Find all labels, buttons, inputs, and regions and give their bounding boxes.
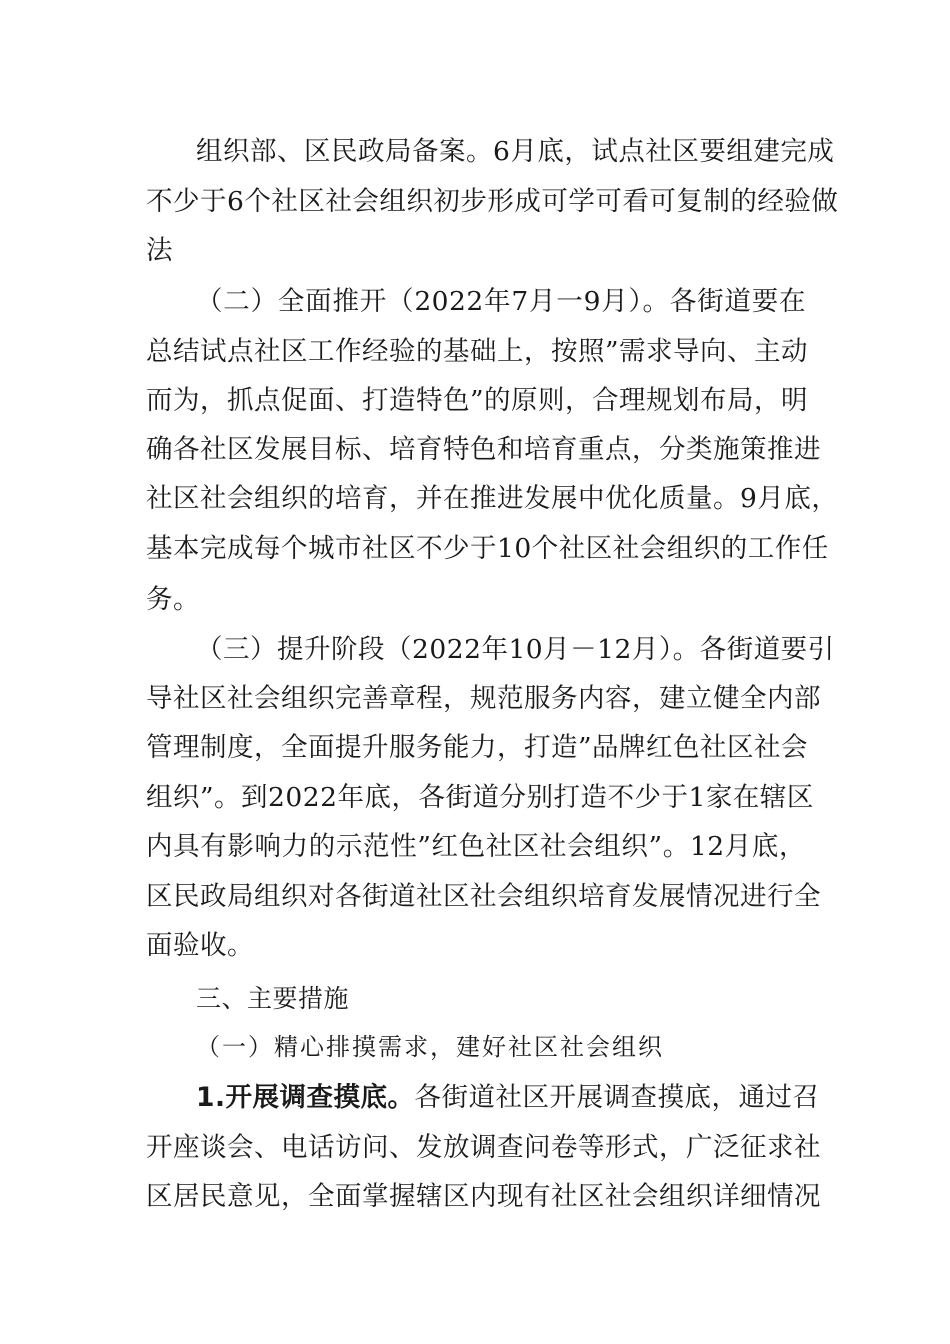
section-heading: 三、主要措施 xyxy=(196,984,350,1013)
paragraph-line: 开座谈会、电话访问、发放调查问卷等形式，广泛征求社 xyxy=(146,1132,821,1163)
paragraph-line: 务。 xyxy=(146,584,200,615)
paragraph-line: 基本完成每个城市社区不少于10个社区社会组织的工作任 xyxy=(146,533,829,564)
item-lead-text: 各街道社区开展调查摸底，通过召 xyxy=(414,1082,820,1113)
paragraph-line: 法 xyxy=(146,235,173,266)
paragraph-line: 组织部、区民政局备案。6月底，试点社区要组建完成 xyxy=(196,136,835,167)
paragraph-line: 总结试点社区工作经验的基础上，按照”需求导向、主动 xyxy=(146,336,809,367)
paragraph-line: 而为，抓点促面、打造特色”的原则，合理规划布局，明 xyxy=(146,385,809,416)
paragraph-line: 面验收。 xyxy=(146,930,254,961)
paragraph-line: 组织”。到2022年底，各街道分别打造不少于1家在辖区 xyxy=(146,782,814,813)
paragraph-line: 区居民意见，全面掌握辖区内现有社区社会组织详细情况 xyxy=(146,1181,821,1212)
item-first-line xyxy=(196,1081,820,1115)
paragraph-line: 不少于6个社区社会组织初步形成可学可看可复制的经验做 xyxy=(146,186,839,217)
paragraph-line: （二）全面推开（2022年7月一9月）。各街道要在 xyxy=(196,286,806,317)
paragraph-line: 导社区社会组织完善章程，规范服务内容，建立健全内部 xyxy=(146,683,821,714)
paragraph-line: 确各社区发展目标、培育特色和培育重点，分类施策推进 xyxy=(146,434,821,465)
paragraph-line: 管理制度，全面提升服务能力，打造”品牌红色社区社会 xyxy=(146,732,809,763)
paragraph-line: 社区社会组织的培育，并在推进发展中优化质量。9月底， xyxy=(146,483,839,514)
subsection-heading: （一）精心排摸需求，建好社区社会组织 xyxy=(196,1033,664,1061)
paragraph-line: 内具有影响力的示范性”红色社区社会组织”。12月底， xyxy=(146,831,806,862)
paragraph-line: （三）提升阶段（2022年10月－12月）。各街道要引 xyxy=(196,634,835,665)
item-bold-lead: 1.开展调查摸底。 xyxy=(196,1082,415,1113)
paragraph-line: 区民政局组织对各街道社区社会组织培育发展情况进行全 xyxy=(146,881,821,912)
